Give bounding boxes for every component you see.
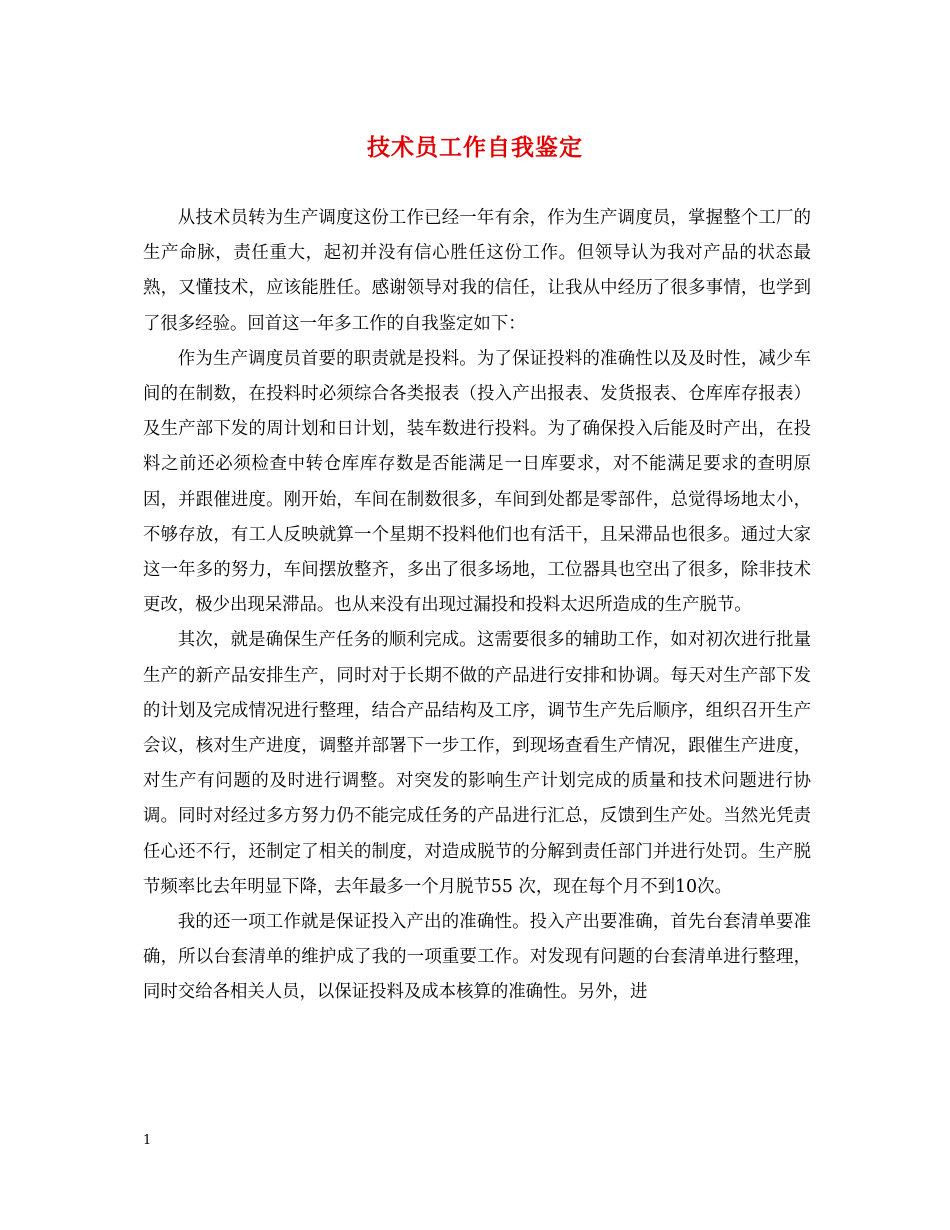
paragraph-3: 其次，就是确保生产任务的顺利完成。这需要很多的辅助工作，如对初次进行批量生产的新产品安排生产，同时对于长期不做的产品进行安排和协调。每天对生产部下发的计划及完成情况进行整理，结合产品结构及工序，调节生产先后顺序，组织召开生产会议，核对生产进度，调整并部署下一步工作，到现场查看生产情况，跟催生产进度，对生产有问题的及时进行调整。对突发的影响生产计划完成的质量和技术问题进行协调。同时对经过多方努力仍不能完成任务的产品进行汇总，反馈到生产处。当然光凭责任心还不行，还制定了相关的制度，对造成脱节的分解到责任部门并进行处罚。生产脱节频率比去年明显下降，去年最多一个月脱节55 次，现在每个月不到10次。 bbox=[143, 630, 811, 897]
paragraph-2: 作为生产调度员首要的职责就是投料。为了保证投料的准确性以及及时性，减少车间的在制数，在投料时必须综合各类报表（投入产出报表、发货报表、仓库库存报表）及生产部下发的周计划和日计划，装车数进行投料。为了确保投入后能及时产出，在投料之前还必须检查中转仓库库存数是否能满足一日库要求，对不能满足要求的查明原因，并跟催进度。刚开始，车间在制数很多，车间到处都是零部件，总觉得场地太小，不够存放，有工人反映就算一个星期不投料他们也有活干，且呆滞品也很多。通过大家这一年多的努力，车间摆放整齐，多出了很多场地，工位器具也空出了很多，除非技术更改，极少出现呆滞品。也从来没有出现过漏投和投料太迟所造成的生产脱节。 bbox=[143, 348, 811, 616]
page-number: 1 bbox=[143, 1133, 152, 1148]
paragraph-4: 我的还一项工作就是保证投入产出的准确性。投入产出要准确，首先台套清单要准确，所以台套清单的维护成了我的一项重要工作。对发现有问题的台套清单进行整理，同时交给各相关人员，以保证投料及成本核算的准确性。另外，进 bbox=[143, 912, 811, 1003]
document-body bbox=[143, 201, 811, 1011]
document-title: 技术员工作自我鉴定 bbox=[367, 134, 583, 161]
paragraph-1: 从技术员转为生产调度这份工作已经一年有余，作为生产调度员，掌握整个工厂的生产命脉，责任重大，起初并没有信心胜任这份工作。但领导认为我对产品的状态最熟，又懂技术，应该能胜任。感谢领导对我的信任，让我从中经历了很多事情，也学到了很多经验。回首这一年多工作的自我鉴定如下： bbox=[143, 208, 811, 334]
